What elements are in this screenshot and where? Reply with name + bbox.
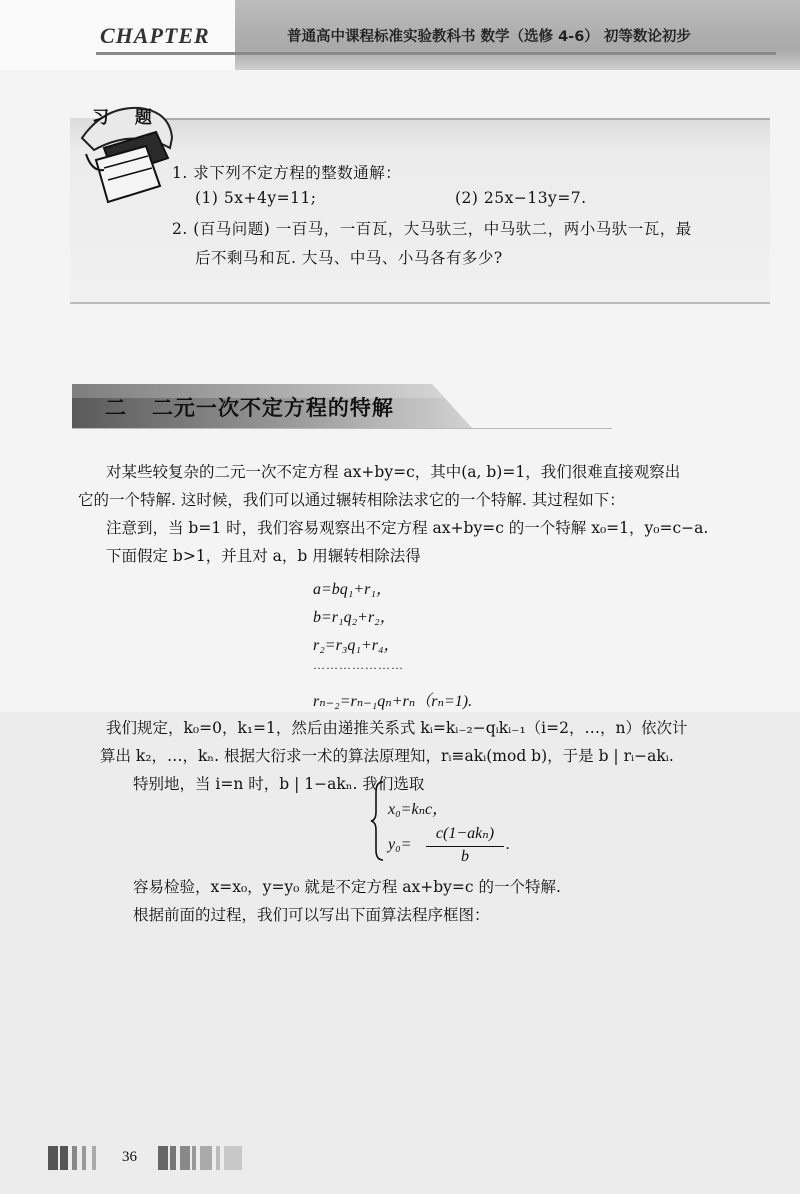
exercise-box xyxy=(70,118,770,304)
exercise-1: 1. 求下列不定方程的整数通解： xyxy=(172,164,402,182)
fraction-numerator: c(1−akₙ) xyxy=(435,825,495,842)
section-title xyxy=(105,392,394,422)
paragraph-7: 根据前面的过程，我们可以写出下面算法程序框图： xyxy=(133,906,490,924)
exercise-bottom-rule xyxy=(70,302,770,304)
chapter-label: CHAPTER xyxy=(100,23,210,48)
equation-1: a=bq₁+r₁， xyxy=(313,581,392,598)
fraction-bar xyxy=(426,846,504,847)
section-number: 二 xyxy=(105,396,127,420)
book-title: 普通高中课程标准实验教科书 数学（选修 4-6） 初等数论初步 xyxy=(287,29,691,45)
paragraph-4-line2: 算出 k₂，…，kₙ. 根据大衍求一术的算法原理知，rᵢ≡akᵢ(mod b)，于是 b | rᵢ−akᵢ. xyxy=(100,747,674,765)
footer-decoration-right xyxy=(158,1146,248,1170)
paragraph-2: 注意到，当 b=1 时，我们容易观察出不定方程 ax+by=c 的一个特解 x₀=1，y₀=c−a. xyxy=(106,519,709,537)
exercise-2-line1: 2. (百马问题) 一百马，一百瓦，大马驮三，中马驮二，两小马驮一瓦，最 xyxy=(172,220,692,238)
equation-dots: ………………… xyxy=(313,658,404,672)
exercise-2-line2: 后不剩马和瓦. 大马、中马、小马各有多少? xyxy=(195,249,503,267)
paragraph-3: 下面假定 b>1，并且对 a，b 用辗转相除法得 xyxy=(106,547,421,565)
paragraph-1-line2: 它的一个特解. 这时候，我们可以通过辗转相除法求它的一个特解. 其过程如下： xyxy=(78,491,625,509)
exercise-top-rule xyxy=(160,118,770,120)
exercise-heading: 习 题 xyxy=(92,108,162,128)
equation-3: r₂=r₃q₁+r₄， xyxy=(313,637,400,654)
equation-4: rₙ₋₂=rₙ₋₁qₙ+rₙ（rₙ=1). xyxy=(313,693,473,710)
section-rule xyxy=(72,428,612,429)
system-line-2-lhs: y₀= xyxy=(388,836,412,853)
paragraph-5: 特别地，当 i=n 时，b | 1−akₙ. 我们选取 xyxy=(133,775,425,793)
fraction-denominator: b xyxy=(461,848,469,865)
header-rule xyxy=(96,52,776,55)
exercise-1a: (1) 5x+4y=11; xyxy=(195,189,317,207)
paragraph-6: 容易检验，x=x₀，y=y₀ 就是不定方程 ax+by=c 的一个特解. xyxy=(133,878,561,896)
brace-symbol xyxy=(370,780,386,862)
paragraph-4-line1: 我们规定，k₀=0，k₁=1，然后由递推关系式 kᵢ=kᵢ₋₂−qᵢkᵢ₋₁（i=2，…，n）依次计 xyxy=(106,719,688,737)
section-title-text: 二元一次不定方程的特解 xyxy=(151,396,394,420)
exercise-1b: (2) 25x−13y=7. xyxy=(455,189,587,207)
system-end-period: . xyxy=(506,836,510,853)
page-number: 36 xyxy=(122,1149,137,1165)
system-line-1: x₀=kₙc， xyxy=(388,801,449,818)
equation-2: b=r₁q₂+r₂， xyxy=(313,609,396,626)
footer-decoration-left xyxy=(48,1146,110,1170)
paragraph-1-line1: 对某些较复杂的二元一次不定方程 ax+by=c，其中(a, b)=1，我们很难直接观察出 xyxy=(106,463,681,481)
